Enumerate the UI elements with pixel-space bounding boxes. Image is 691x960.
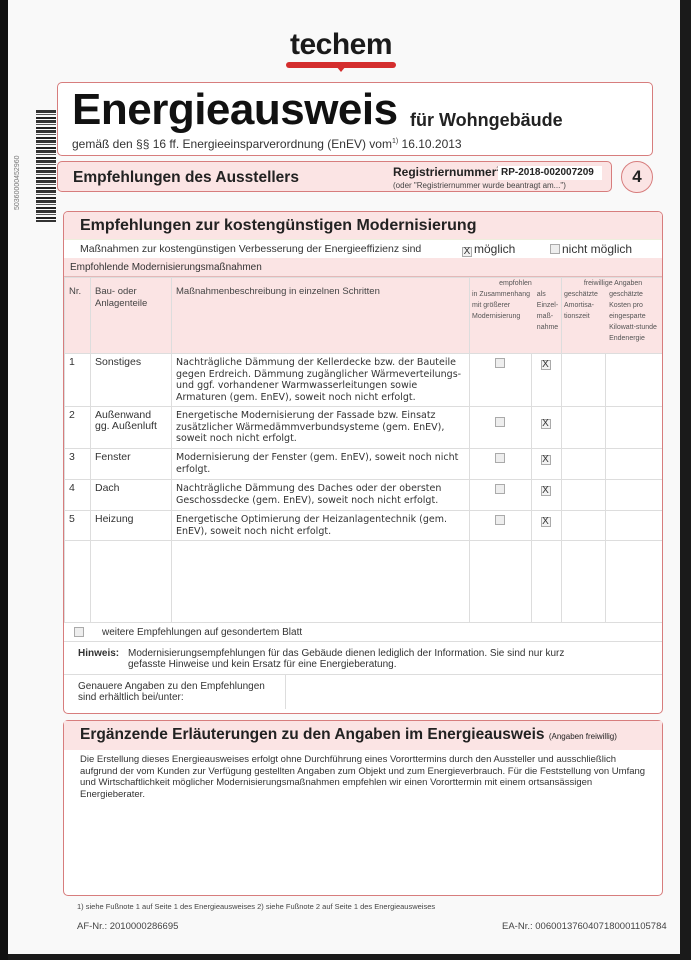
table-row bbox=[65, 449, 664, 480]
measures-table bbox=[64, 277, 663, 623]
checkbox-single[interactable]: X bbox=[542, 418, 549, 429]
details-label: Genauere Angaben zu den Empfehlungen sind erhältlich bei/unter: bbox=[64, 675, 286, 709]
col-description: Maßnahmenbeschreibung in einzelnen Schritten bbox=[172, 278, 470, 354]
cell-description: Modernisierung der Fenster (gem. EnEV), soweit noch nicht erfolgt. bbox=[172, 449, 470, 480]
table-header-row bbox=[65, 278, 664, 354]
measures-subheader: Empfohlende Modernisierungsmaßnahmen bbox=[64, 258, 662, 277]
checkbox-in-combination[interactable] bbox=[495, 358, 505, 368]
cell-single[interactable] bbox=[532, 541, 562, 623]
cell-single bbox=[532, 354, 562, 407]
checkbox-in-combination[interactable] bbox=[495, 484, 505, 494]
cell-single bbox=[532, 449, 562, 480]
logo-swoosh-icon bbox=[286, 62, 396, 68]
explanations-body: Die Erstellung dieses Energieausweises erfolgt ohne Durchführung eines Vororttermins durch den Aussteller und ausschließlich aufgrund der vom Kunden zur Verfügung gestellten Angaben zum Objekt und zum Energieverbrauch. Für die Feststellung von Umfang und Wirtschaftlichkeit möglicher Modernisierungsmaßnahmen empfehlen wir einen Vororttermin mit einem ortsansässigen Energieberater. bbox=[80, 754, 646, 800]
col-component: Bau- oder Anlagenteile bbox=[91, 278, 172, 354]
col-nr: Nr. bbox=[65, 278, 91, 354]
hint-text: Modernisierungsempfehlungen für das Gebäude dienen lediglich der Information. Sie sind nur kurz gefasste Hinweise und kein Ersatz für eine Energieberatung. bbox=[128, 648, 565, 670]
cell-cost[interactable] bbox=[606, 354, 664, 407]
logo-text: techem bbox=[289, 28, 393, 61]
option-possible-label: möglich bbox=[474, 242, 516, 256]
table-row-empty bbox=[65, 541, 664, 623]
explanations-title-note: (Angaben freiwillig) bbox=[548, 732, 617, 741]
registration-number-field[interactable]: RP-2018-002007209 bbox=[498, 166, 602, 180]
cell-cost[interactable] bbox=[606, 480, 664, 511]
table-row bbox=[65, 480, 664, 511]
section-bar bbox=[57, 161, 612, 192]
barcode-number: 5036000045296​0 bbox=[14, 155, 21, 210]
explanations-title-row bbox=[64, 721, 662, 750]
checkbox-single[interactable]: X bbox=[542, 359, 549, 370]
checkbox-single[interactable]: X bbox=[542, 485, 549, 496]
col-optional bbox=[562, 278, 664, 354]
col-recommended-group: empfohlen bbox=[499, 280, 532, 287]
cell-nr: 4 bbox=[65, 480, 91, 511]
cell-nr: 5 bbox=[65, 511, 91, 541]
cell-description: Nachträgliche Dämmung des Daches oder der obersten Geschossdecke (gem. EnEV), soweit noch nicht erfolgt. bbox=[172, 480, 470, 511]
checkbox-single[interactable]: X bbox=[542, 516, 549, 527]
explanations-title: Ergänzende Erläuterungen zu den Angaben im Energieausweis bbox=[80, 726, 545, 743]
document-subtitle: für Wohngebäude bbox=[410, 110, 563, 130]
cell-nr: 3 bbox=[65, 449, 91, 480]
checkbox-single[interactable]: X bbox=[542, 454, 549, 465]
cell-in-combination bbox=[470, 511, 532, 541]
cell-cost[interactable] bbox=[606, 449, 664, 480]
checkbox-in-combination[interactable] bbox=[495, 453, 505, 463]
option-not-possible-label: nicht möglich bbox=[562, 242, 633, 256]
cell-component: Heizung bbox=[91, 511, 172, 541]
details-row bbox=[64, 675, 662, 709]
table-row bbox=[65, 354, 664, 407]
regulation-date: 16.10.2013 bbox=[401, 137, 462, 151]
col-cost: geschätzte Kosten pro eingesparte Kilowatt-stunde Endenergie bbox=[609, 291, 657, 342]
footnote-marker: 1) bbox=[391, 138, 399, 145]
more-recommendations-label: weitere Empfehlungen auf gesondertem Blatt bbox=[102, 627, 303, 638]
table-row bbox=[65, 511, 664, 541]
cell-payback[interactable] bbox=[562, 354, 606, 407]
cell-payback[interactable] bbox=[562, 407, 606, 449]
option-not-possible[interactable] bbox=[550, 240, 632, 258]
cell-cost[interactable] bbox=[606, 511, 664, 541]
registration-label-text: Registriernummer bbox=[393, 165, 497, 179]
techem-logo bbox=[280, 28, 402, 68]
cell-in-combination bbox=[470, 407, 532, 449]
cell-nr[interactable] bbox=[65, 541, 91, 623]
recommendations-card bbox=[63, 211, 663, 714]
cell-description: Nachträgliche Dämmung der Kellerdecke bzw. der Bauteile gegen Erdreich. Dämmung zugänglicher Wärmeverteilungs- und ggf. vorhandener Warmwasserleitungen sowie Armaturen (gem. EnEV), soweit noch nicht erfolgt. bbox=[172, 354, 470, 407]
cell-payback[interactable] bbox=[562, 511, 606, 541]
col-optional-group: freiwillige Angaben bbox=[583, 280, 643, 287]
hint-row bbox=[64, 642, 662, 675]
col-payback: geschätzte Amortisa-tionszeit bbox=[564, 291, 598, 320]
cell-description: Energetische Modernisierung der Fassade bzw. Einsatz zusätzlicher Wärmedämmverbundsysteme (gem. EnEV), soweit noch nicht erfolgt. bbox=[172, 407, 470, 449]
regulation-text: gemäß den §§ 16 ff. Energieeinsparverordnung (EnEV) vom bbox=[72, 137, 392, 151]
registration-label bbox=[393, 165, 502, 179]
cell-cost[interactable] bbox=[606, 541, 664, 623]
cell-in-combination bbox=[470, 354, 532, 407]
col-recommended bbox=[470, 278, 562, 354]
explanations-card bbox=[63, 720, 663, 896]
cell-payback[interactable] bbox=[562, 480, 606, 511]
cell-single bbox=[532, 511, 562, 541]
measures-question: Maßnahmen zur kostengünstigen Verbesserung der Energieeffizienz sind bbox=[80, 243, 422, 255]
checkbox-possible[interactable]: X bbox=[463, 246, 471, 257]
col-in-combination: in Zusammenhang mit größerer Modernisierung bbox=[472, 291, 530, 320]
cell-single bbox=[532, 480, 562, 511]
cell-in-combination[interactable] bbox=[470, 541, 532, 623]
checkbox-not-possible[interactable] bbox=[550, 244, 560, 254]
details-field[interactable] bbox=[286, 675, 662, 709]
cell-single bbox=[532, 407, 562, 449]
cell-description: Energetische Optimierung der Heizanlagentechnik (gem. EnEV), soweit noch nicht erfolgt. bbox=[172, 511, 470, 541]
footnotes: 1) siehe Fußnote 1 auf Seite 1 des Energieausweises 2) siehe Fußnote 2 auf Seite 1 des Energieausweises bbox=[77, 902, 436, 911]
cell-component: Außenwand gg. Außenluft bbox=[91, 407, 172, 449]
cell-description[interactable] bbox=[172, 541, 470, 623]
checkbox-in-combination[interactable] bbox=[495, 515, 505, 525]
cell-component[interactable] bbox=[91, 541, 172, 623]
section-title: Empfehlungen des Ausstellers bbox=[73, 169, 299, 186]
af-number: AF-Nr.: 2010000286695 bbox=[77, 921, 179, 932]
cell-component: Sonstiges bbox=[91, 354, 172, 407]
table-row bbox=[65, 407, 664, 449]
ea-number: EA-Nr.: 006001376040718000110578​4 bbox=[502, 921, 667, 932]
checkbox-in-combination[interactable] bbox=[495, 417, 505, 427]
cell-nr: 2 bbox=[65, 407, 91, 449]
document-title: Energieausweis bbox=[72, 85, 398, 134]
cell-component: Fenster bbox=[91, 449, 172, 480]
cell-payback[interactable] bbox=[562, 541, 606, 623]
cell-nr: 1 bbox=[65, 354, 91, 407]
option-possible[interactable] bbox=[462, 240, 515, 258]
title-card bbox=[57, 82, 653, 156]
registration-note: (oder "Registriernummer wurde beantragt am...") bbox=[393, 181, 566, 190]
cell-in-combination bbox=[470, 449, 532, 480]
barcode bbox=[36, 110, 56, 222]
measures-question-row bbox=[64, 240, 662, 258]
cell-cost[interactable] bbox=[606, 407, 664, 449]
hint-label: Hinweis: bbox=[78, 648, 120, 659]
recommendations-title: Empfehlungen zur kostengünstigen Modernisierung bbox=[64, 212, 662, 240]
cell-payback[interactable] bbox=[562, 449, 606, 480]
cell-component: Dach bbox=[91, 480, 172, 511]
checkbox-more-recommendations[interactable] bbox=[74, 627, 84, 637]
scan-border bbox=[0, 0, 8, 960]
cell-in-combination bbox=[470, 480, 532, 511]
regulation-line bbox=[72, 137, 462, 151]
more-recommendations-row bbox=[64, 623, 662, 642]
page-number-badge: 4 bbox=[621, 161, 653, 193]
col-single: als Einzel-maß-nahme bbox=[536, 291, 559, 331]
